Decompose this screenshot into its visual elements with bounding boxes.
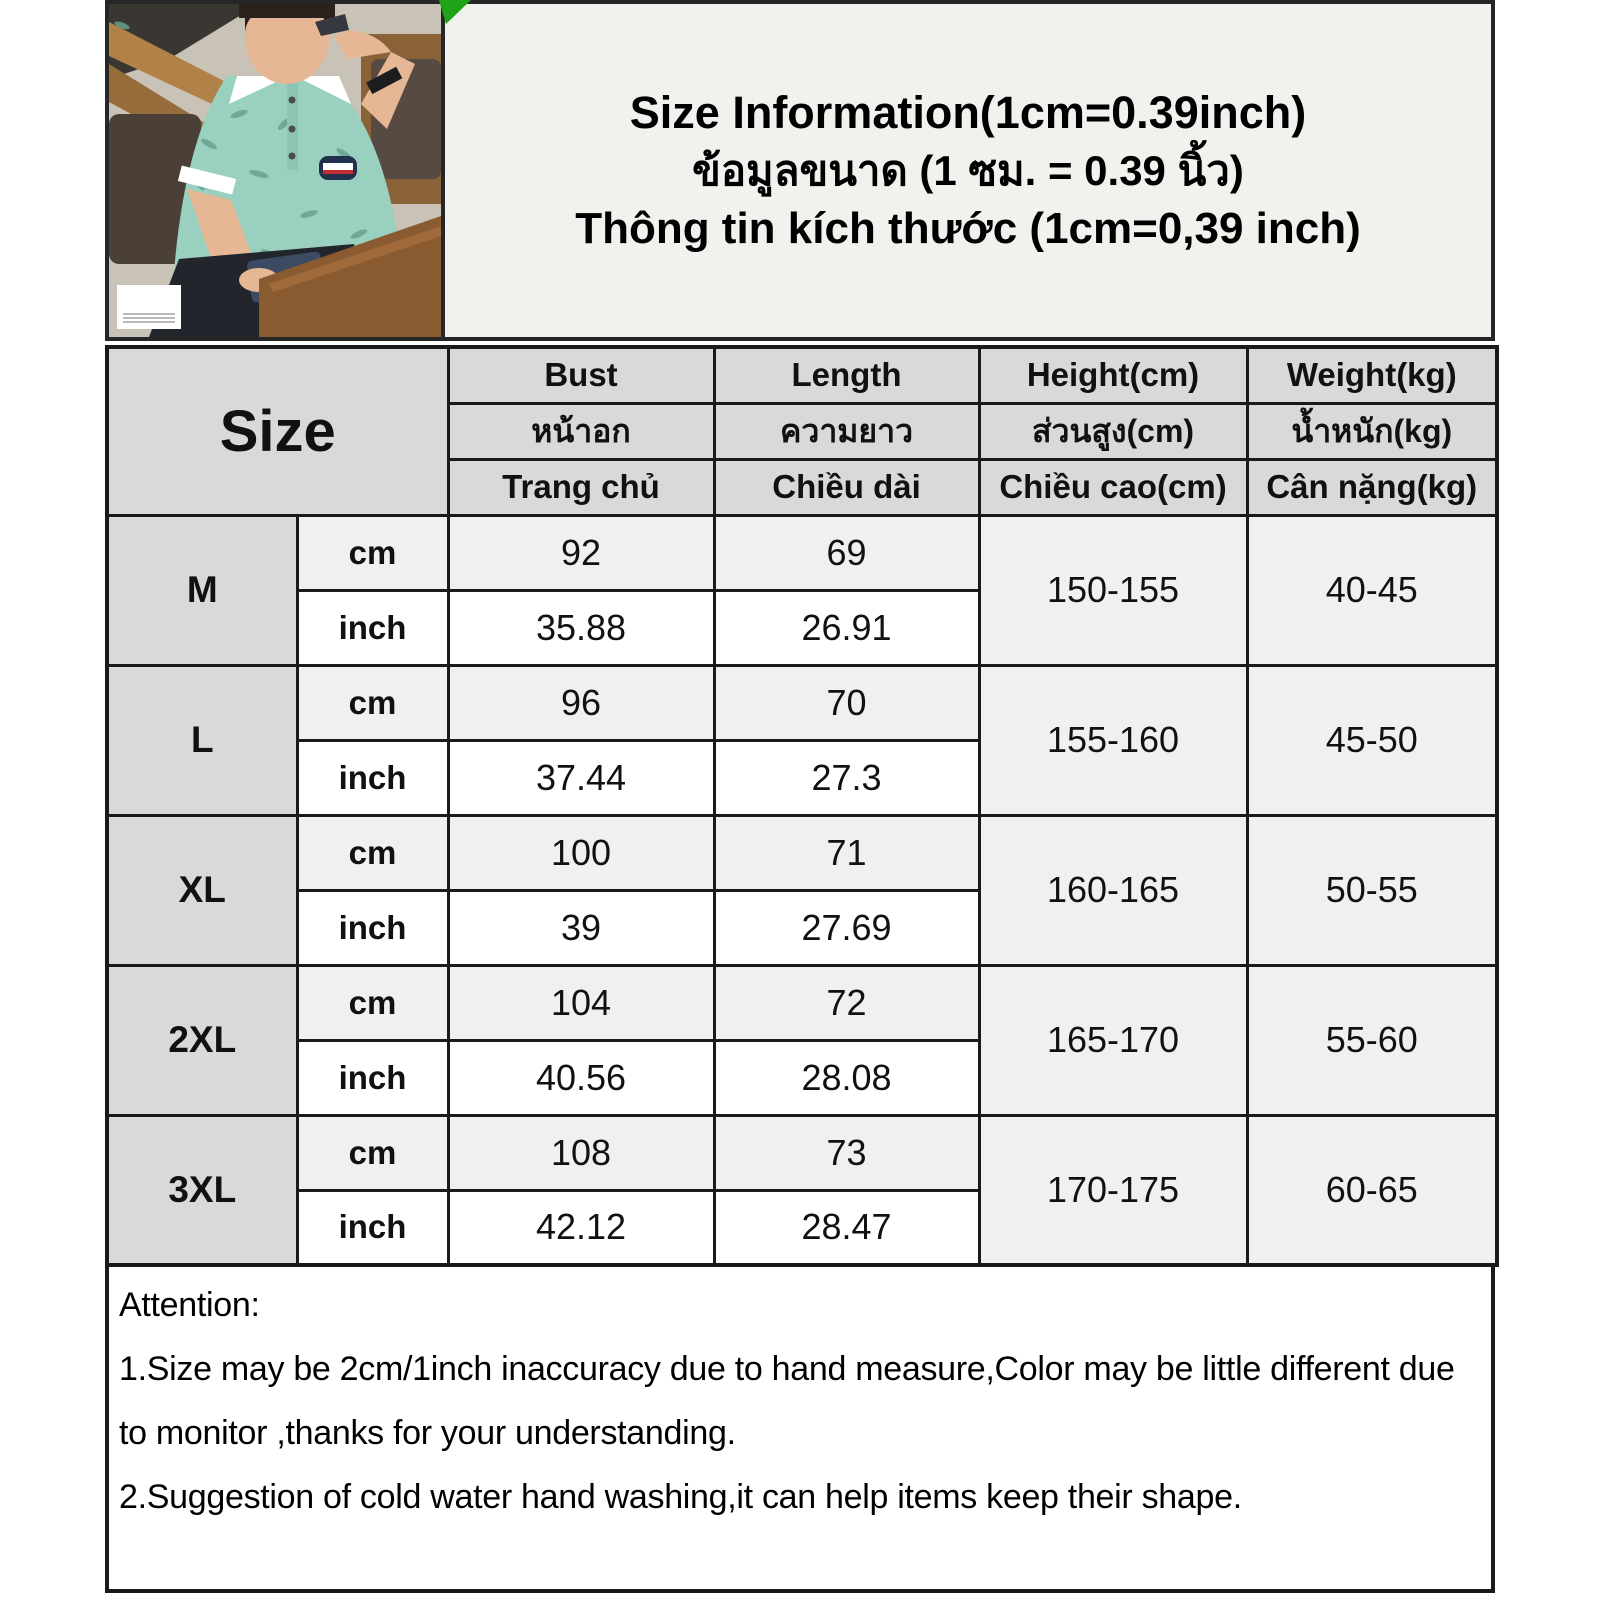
product-photo [105, 0, 445, 341]
length-inch-value: 27.3 [714, 740, 979, 815]
button [289, 126, 296, 133]
weight-range: 50-55 [1247, 815, 1497, 965]
length-inch-value: 28.08 [714, 1040, 979, 1115]
unit-inch: inch [297, 890, 448, 965]
weight-range: 60-65 [1247, 1115, 1497, 1265]
title-thai: ข้อมูลขนาด (1 ซม. = 0.39 นิ้ว) [692, 146, 1244, 194]
height-header-en: Height(cm) [979, 347, 1247, 403]
length-cm-value: 71 [714, 815, 979, 890]
weight-header-th: น้ำหนัก(kg) [1247, 403, 1497, 459]
attention-box [105, 1263, 1495, 1593]
bust-inch-value: 42.12 [448, 1190, 714, 1265]
unit-cm: cm [297, 1115, 448, 1190]
bust-header-vi: Trang chủ [448, 459, 714, 515]
size-row-xl [107, 815, 1497, 890]
length-cm-value: 73 [714, 1115, 979, 1190]
weight-range: 45-50 [1247, 665, 1497, 815]
size-label: 3XL [107, 1115, 297, 1265]
unit-cm: cm [297, 665, 448, 740]
size-label: L [107, 665, 297, 815]
unit-inch: inch [297, 1040, 448, 1115]
unit-inch: inch [297, 1190, 448, 1265]
size-row-m [107, 515, 1497, 590]
title-box [445, 0, 1495, 341]
unit-cm: cm [297, 965, 448, 1040]
hair-top [239, 4, 335, 18]
height-header-th: ส่วนสูง(cm) [979, 403, 1247, 459]
height-range: 170-175 [979, 1115, 1247, 1265]
height-header-vi: Chiều cao(cm) [979, 459, 1247, 515]
unit-cm: cm [297, 815, 448, 890]
size-header: Size [107, 347, 448, 515]
top-section [105, 0, 1495, 341]
weight-range: 55-60 [1247, 965, 1497, 1115]
bust-inch-value: 37.44 [448, 740, 714, 815]
bust-inch-value: 39 [448, 890, 714, 965]
length-header-en: Length [714, 347, 979, 403]
button [289, 97, 296, 104]
length-inch-value: 28.47 [714, 1190, 979, 1265]
height-range: 165-170 [979, 965, 1247, 1115]
length-cm-value: 72 [714, 965, 979, 1040]
chest-logo [319, 156, 357, 180]
size-row-2xl [107, 965, 1497, 1040]
size-row-3xl [107, 1115, 1497, 1190]
size-table [105, 345, 1499, 1267]
bust-inch-value: 40.56 [448, 1040, 714, 1115]
title-vietnamese: Thông tin kích thước (1cm=0,39 inch) [575, 203, 1361, 253]
bust-cm-value: 96 [448, 665, 714, 740]
length-inch-value: 27.69 [714, 890, 979, 965]
unit-inch: inch [297, 590, 448, 665]
bust-header-en: Bust [448, 347, 714, 403]
height-range: 155-160 [979, 665, 1247, 815]
length-header-vi: Chiều dài [714, 459, 979, 515]
attention-note-2: 2.Suggestion of cold water hand washing,it can help items keep their shape. [119, 1478, 1242, 1516]
size-label: M [107, 515, 297, 665]
bust-cm-value: 100 [448, 815, 714, 890]
length-cm-value: 70 [714, 665, 979, 740]
bust-header-th: หน้าอก [448, 403, 714, 459]
size-label: 2XL [107, 965, 297, 1115]
unit-cm: cm [297, 515, 448, 590]
length-cm-value: 69 [714, 515, 979, 590]
length-inch-value: 26.91 [714, 590, 979, 665]
bust-cm-value: 108 [448, 1115, 714, 1190]
weight-header-en: Weight(kg) [1247, 347, 1497, 403]
unit-inch: inch [297, 740, 448, 815]
height-range: 160-165 [979, 815, 1247, 965]
height-range: 150-155 [979, 515, 1247, 665]
size-label: XL [107, 815, 297, 965]
button [289, 153, 296, 160]
bust-inch-value: 35.88 [448, 590, 714, 665]
size-row-l [107, 665, 1497, 740]
weight-range: 40-45 [1247, 515, 1497, 665]
photo-watermark [117, 285, 181, 329]
weight-header-vi: Cân nặng(kg) [1247, 459, 1497, 515]
bust-cm-value: 104 [448, 965, 714, 1040]
attention-heading: Attention: [119, 1286, 260, 1324]
title-english: Size Information(1cm=0.39inch) [629, 86, 1307, 138]
bust-cm-value: 92 [448, 515, 714, 590]
length-header-th: ความยาว [714, 403, 979, 459]
attention-note-1: 1.Size may be 2cm/1inch inaccuracy due to hand measure,Color may be little different due to monitor ,thanks for your understanding. [119, 1350, 1455, 1452]
